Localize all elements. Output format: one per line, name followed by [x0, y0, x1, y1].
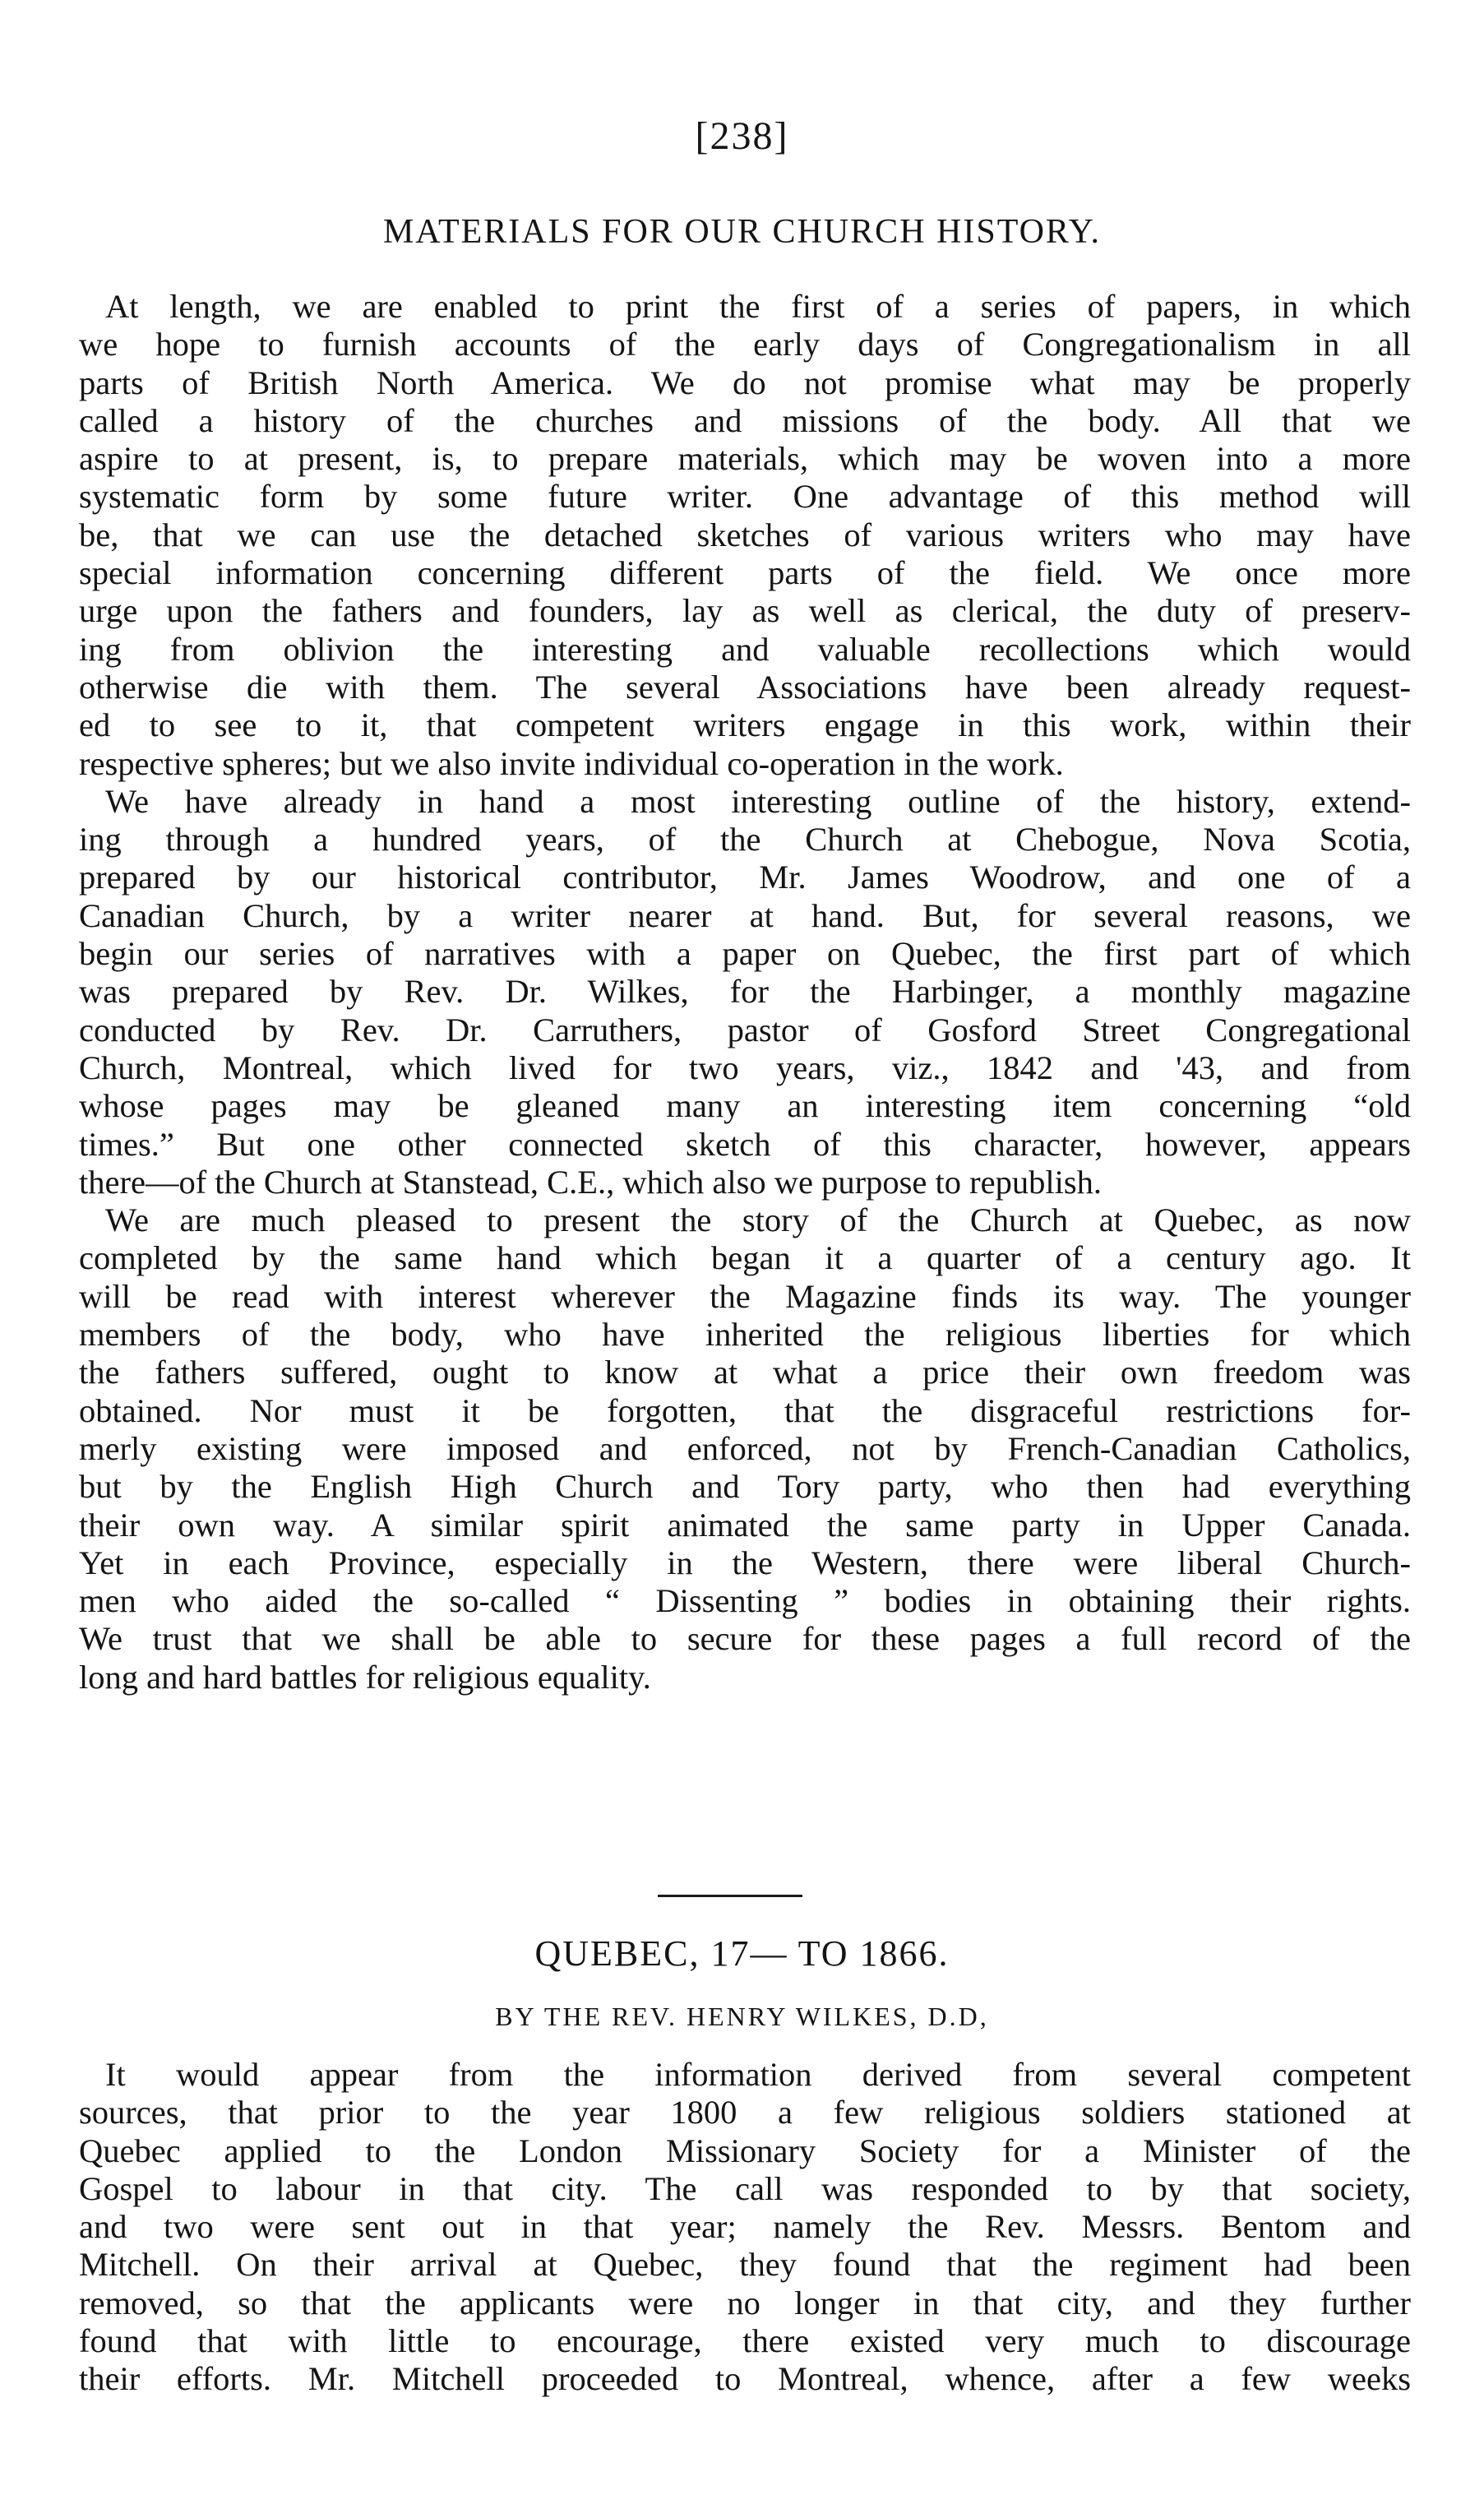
text-line: long and hard battles for religious equality. [79, 1658, 651, 1696]
text-line: whose pages may be gleaned many an interesting item concerning “old [79, 1087, 1411, 1125]
text-line: ing from oblivion the interesting and valuable recollections which would [79, 630, 1411, 668]
article-byline: BY THE REV. HENRY WILKES, D.D, [495, 2002, 989, 2031]
text-line: was prepared by Rev. Dr. Wilkes, for the Harbinger, a monthly magazine [79, 973, 1411, 1011]
text-line: men who aided the so-called “ Dissenting ” bodies in obtaining their rights. [79, 1582, 1411, 1620]
text-line: times.” But one other connected sketch of this character, however, appears [79, 1125, 1411, 1163]
text-line: there—of the Church at Stanstead, C.E., which also we purpose to republish. [79, 1163, 1102, 1201]
text-line: ed to see to it, that competent writers engage in this work, within their [79, 706, 1411, 744]
text-line: the fathers suffered, ought to know at what a price their own freedom was [79, 1354, 1411, 1391]
text-line: found that with little to encourage, there existed very much to discourage [79, 2322, 1411, 2360]
text-line: their own way. A similar spirit animated the same party in Upper Canada. [79, 1506, 1411, 1544]
text-line: their efforts. Mr. Mitchell proceeded to Montreal, whence, after a few weeks [79, 2360, 1411, 2398]
text-line: prepared by our historical contributor, Mr. James Woodrow, and one of a [79, 859, 1411, 896]
page-number: [238] [695, 114, 789, 158]
text-line: begin our series of narratives with a paper on Quebec, the first part of which [79, 935, 1411, 973]
text-line: aspire to at present, is, to prepare materials, which may be woven into a more [79, 440, 1411, 478]
text-line: removed, so that the applicants were no longer in that city, and they further [79, 2284, 1411, 2321]
text-line: respective spheres; but we also invite individual co-operation in the work. [79, 744, 1064, 782]
text-line: We have already in hand a most interesting outline of the history, extend- [105, 782, 1411, 820]
text-line: merly existing were imposed and enforced, not by French-Canadian Catholics, [79, 1429, 1411, 1467]
text-line: At length, we are enabled to print the first of a series of papers, in which [105, 288, 1411, 325]
article-title: QUEBEC, 17— TO 1866. [534, 1933, 950, 1974]
text-line: Canadian Church, by a writer nearer at hand. But, for several reasons, we [79, 896, 1411, 934]
text-line: but by the English High Church and Tory party, who then had everything [79, 1468, 1411, 1506]
text-line: completed by the same hand which began it a quarter of a century ago. It [79, 1239, 1411, 1277]
text-line: Mitchell. On their arrival at Quebec, they found that the regiment had been [79, 2246, 1411, 2284]
article-text [79, 2056, 1411, 2399]
section-heading: MATERIALS FOR OUR CHURCH HISTORY. [382, 213, 1102, 251]
intro-text [79, 288, 1411, 1696]
text-line: urge upon the fathers and founders, lay as well as clerical, the duty of preserv- [79, 592, 1411, 630]
text-line: We trust that we shall be able to secure for these pages a full record of the [79, 1620, 1411, 1658]
text-line: obtained. Nor must it be forgotten, that the disgraceful restrictions for- [79, 1391, 1411, 1429]
text-line: It would appear from the information derived from several competent [105, 2056, 1411, 2093]
section-divider [658, 1895, 802, 1897]
text-line: otherwise die with them. The several Associations have been already request- [79, 668, 1411, 706]
text-line: systematic form by some future writer. One advantage of this method will [79, 478, 1411, 516]
text-line: we hope to furnish accounts of the early days of Congregationalism in all [79, 326, 1411, 363]
text-line: be, that we can use the detached sketches of various writers who may have [79, 516, 1411, 553]
text-line: special information concerning different parts of the field. We once more [79, 554, 1411, 592]
text-line: ing through a hundred years, of the Church at Chebogue, Nova Scotia, [79, 821, 1411, 859]
text-line: members of the body, who have inherited the religious liberties for which [79, 1316, 1411, 1354]
text-line: parts of British North America. We do not promise what may be properly [79, 363, 1411, 401]
text-line: Church, Montreal, which lived for two years, viz., 1842 and '43, and from [79, 1048, 1411, 1086]
text-line: conducted by Rev. Dr. Carruthers, pastor of Gosford Street Congregational [79, 1011, 1411, 1048]
text-line: Quebec applied to the London Missionary Society for a Minister of the [79, 2132, 1411, 2169]
text-line: Gospel to labour in that city. The call was responded to by that society, [79, 2169, 1411, 2207]
text-line: and two were sent out in that year; namely the Rev. Messrs. Bentom and [79, 2208, 1411, 2246]
text-line: Yet in each Province, especially in the Western, there were liberal Church- [79, 1544, 1411, 1581]
text-line: will be read with interest wherever the Magazine finds its way. The younger [79, 1277, 1411, 1315]
text-line: sources, that prior to the year 1800 a few religious soldiers stationed at [79, 2094, 1411, 2132]
text-line: called a history of the churches and missions of the body. All that we [79, 401, 1411, 439]
text-line: We are much pleased to present the story of the Church at Quebec, as now [105, 1201, 1411, 1239]
